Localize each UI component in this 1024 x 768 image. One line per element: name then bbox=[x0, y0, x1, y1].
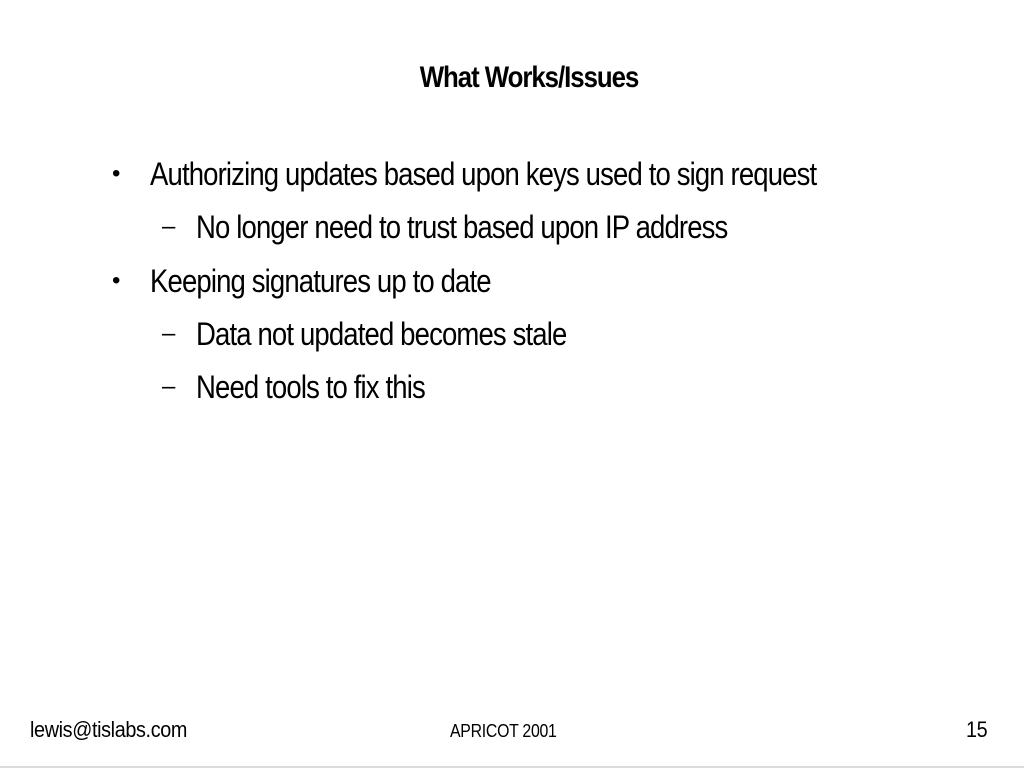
page-number: 15 bbox=[966, 717, 988, 742]
sub-bullet-item: Need tools to fix this bbox=[196, 369, 425, 405]
footer-event: APRICOT 2001 bbox=[450, 721, 557, 741]
footer-email: lewis@tislabs.com bbox=[30, 717, 188, 742]
sub-bullet-item: No longer need to trust based upon IP address bbox=[196, 209, 728, 245]
bullet-item: Keeping signatures up to date bbox=[150, 263, 491, 299]
sub-bullet-marker: – bbox=[162, 213, 176, 240]
bullet-marker: • bbox=[112, 267, 121, 294]
bullet-item: Authorizing updates based upon keys used to sign request bbox=[150, 156, 817, 192]
slide-title: What Works/Issues bbox=[419, 61, 639, 94]
sub-bullet-marker: – bbox=[162, 373, 176, 400]
bullet-marker: • bbox=[112, 160, 121, 187]
sub-bullet-marker: – bbox=[162, 320, 176, 347]
sub-bullet-item: Data not updated becomes stale bbox=[196, 316, 567, 352]
